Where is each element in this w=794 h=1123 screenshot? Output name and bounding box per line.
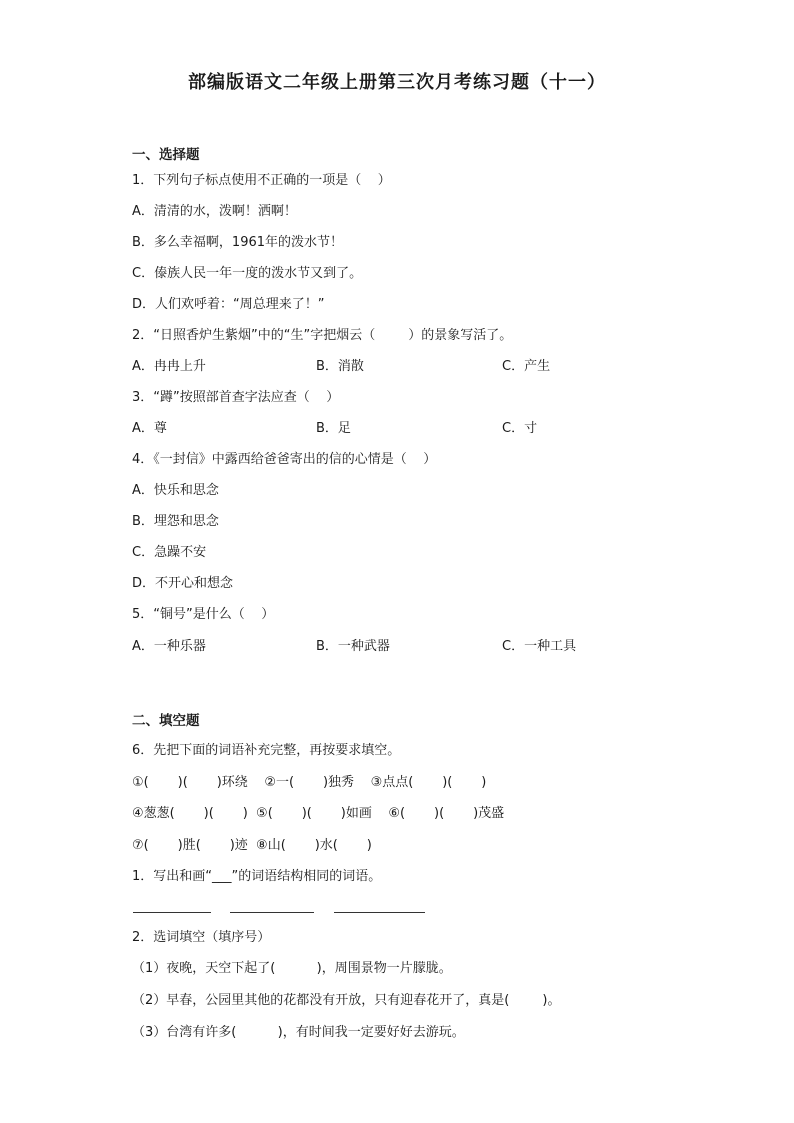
question-2-option-c: C．产生	[502, 359, 551, 374]
question-6-row-1: ①( )( )环绕 ②一( )独秀 ③点点( )( )	[132, 775, 487, 790]
question-6-sub-2-item-3: （3）台湾有许多( )，有时间我一定要好好去游玩。	[132, 1025, 465, 1040]
question-6-sub-2-item-2: （2）早春，公园里其他的花都没有开放，只有迎春花开了，真是( )。	[132, 993, 561, 1008]
question-2-option-a: A．冉冉上升	[132, 359, 206, 374]
question-1-option-b: B．多么幸福啊，1961年的泼水节！	[132, 235, 344, 250]
answer-blank-2[interactable]	[230, 912, 314, 913]
section-heading-choice: 一、选择题	[132, 147, 200, 163]
question-6-sub-1: 1．写出和画“___”的词语结构相同的词语。	[132, 869, 382, 884]
answer-blank-3[interactable]	[334, 912, 425, 913]
question-4-option-a: A．快乐和思念	[132, 483, 219, 498]
question-5-option-c: C．一种工具	[502, 639, 577, 654]
question-4-option-c: C．急躁不安	[132, 545, 207, 560]
question-5-option-b: B．一种武器	[316, 639, 390, 654]
question-3-option-c: C．寸	[502, 421, 538, 436]
page-title: 部编版语文二年级上册第三次月考练习题（十一）	[188, 72, 606, 93]
question-5-stem: 5．“铜号”是什么（ ）	[132, 607, 275, 622]
question-6-row-3: ⑦( )胜( )迹 ⑧山( )水( )	[132, 838, 372, 853]
question-4-option-d: D．不开心和想念	[132, 576, 234, 591]
question-6-stem: 6．先把下面的词语补充完整，再按要求填空。	[132, 743, 401, 758]
question-1-option-c: C．傣族人民一年一度的泼水节又到了。	[132, 266, 363, 281]
question-3-option-b: B．足	[316, 421, 351, 436]
question-1-option-a: A．清清的水，泼啊！洒啊！	[132, 204, 297, 219]
question-2-stem: 2．“日照香炉生紫烟”中的“生”字把烟云（ ）的景象写活了。	[132, 328, 513, 343]
question-6-sub-2: 2．选词填空（填序号）	[132, 930, 271, 945]
question-6-sub-2-item-1: （1）夜晚，天空下起了( )，周围景物一片朦胧。	[132, 961, 452, 976]
question-4-option-b: B．埋怨和思念	[132, 514, 219, 529]
question-1-stem: 1．下列句子标点使用不正确的一项是（ ）	[132, 173, 391, 188]
question-3-option-a: A．尊	[132, 421, 167, 436]
question-3-stem: 3．“蹲”按照部首查字法应查（ ）	[132, 390, 340, 405]
section-heading-fill: 二、填空题	[132, 713, 200, 729]
question-6-row-2: ④葱葱( )( ) ⑤( )( )如画 ⑥( )( )茂盛	[132, 806, 505, 821]
question-2-option-b: B．消散	[316, 359, 364, 374]
question-5-option-a: A．一种乐器	[132, 639, 206, 654]
question-1-option-d: D．人们欢呼着：“周总理来了！”	[132, 297, 325, 312]
question-4-stem: 4．《一封信》中露西给爸爸寄出的信的心情是（ ）	[132, 452, 437, 467]
answer-blank-1[interactable]	[133, 912, 211, 913]
